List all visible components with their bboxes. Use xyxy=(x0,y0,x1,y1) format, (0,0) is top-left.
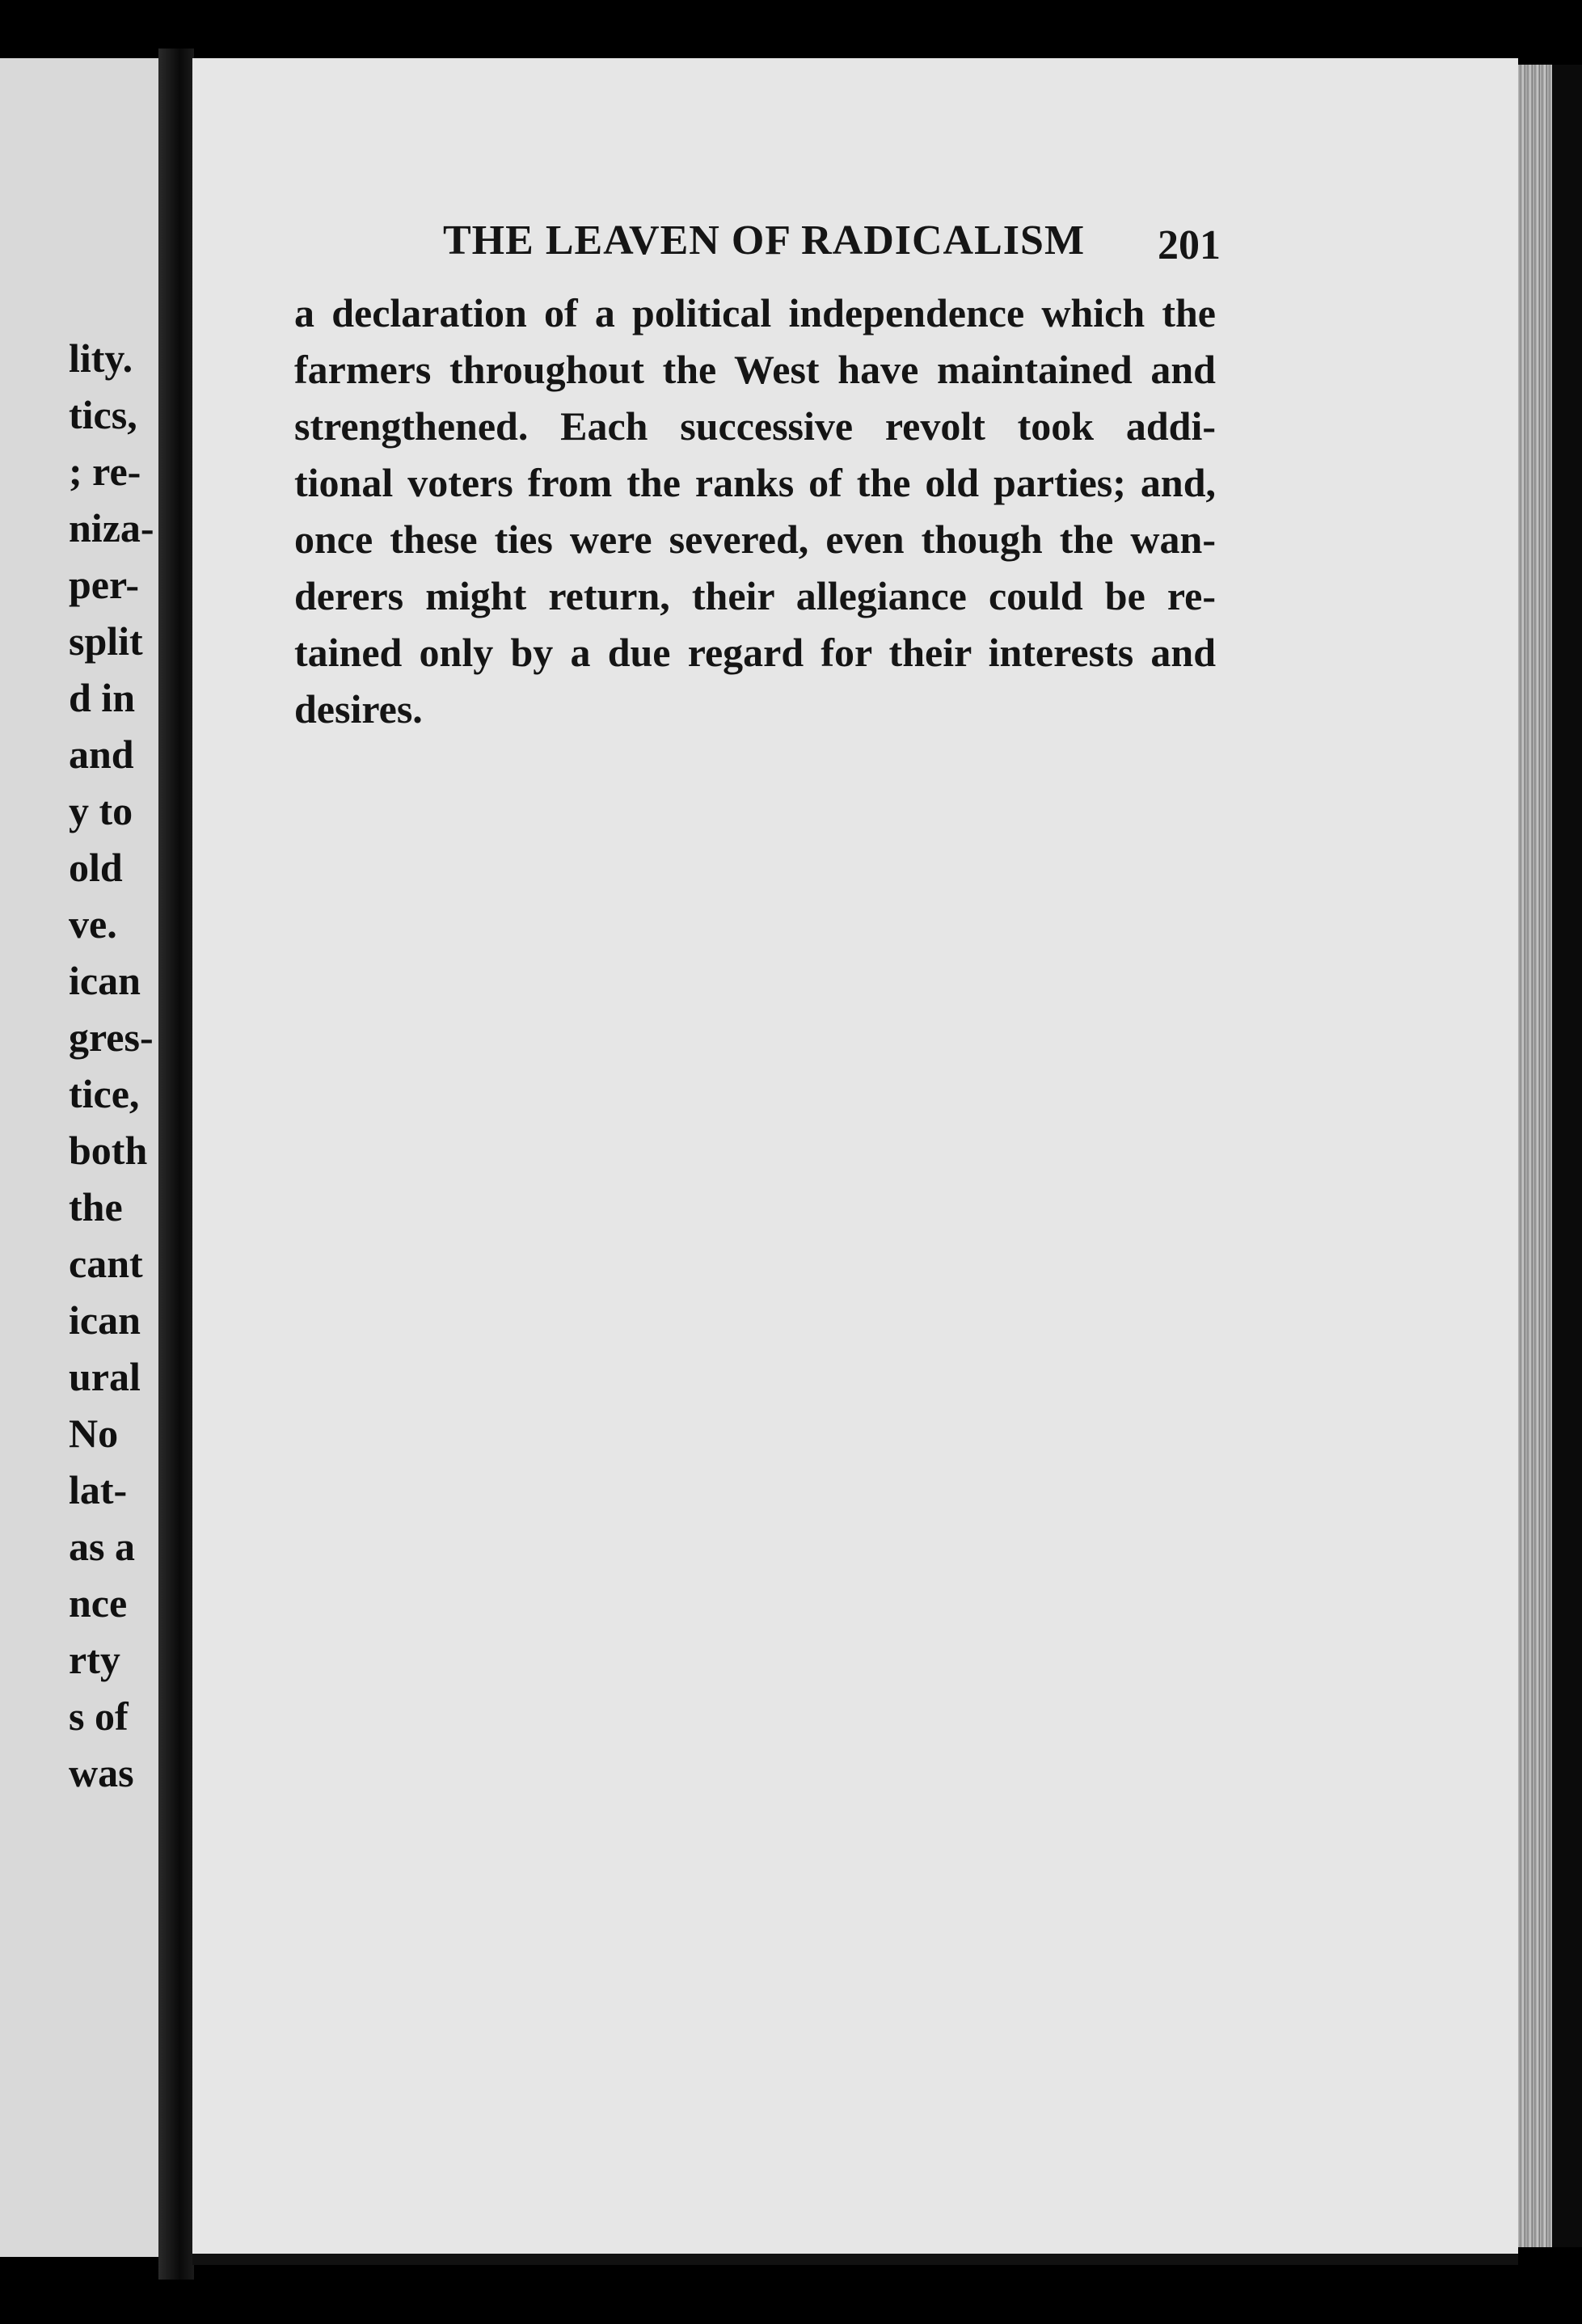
page-edge-shadow xyxy=(1552,65,1582,2247)
text-line: desires. xyxy=(294,686,423,732)
text-line: derers might return, their allegiance could be re- xyxy=(294,573,1216,618)
text-line: farmers throughout the West have maintained and xyxy=(294,347,1216,392)
left-page-line: tics, xyxy=(69,392,137,437)
left-page-line: lity. xyxy=(69,335,133,381)
text-line: a declaration of a political independence which the xyxy=(294,290,1216,335)
page-edges xyxy=(1518,65,1552,2247)
page-body-text xyxy=(294,285,1216,737)
page-number: 201 xyxy=(1158,222,1221,268)
left-page-line: tice, xyxy=(69,1071,140,1116)
left-page-line: lat- xyxy=(69,1467,128,1512)
left-page-line: ve. xyxy=(69,901,117,947)
left-page-line: ural xyxy=(69,1354,141,1399)
left-page-line: old xyxy=(69,845,123,890)
left-page-line: rty xyxy=(69,1637,120,1682)
book-gutter xyxy=(158,49,194,2280)
left-page-line: ican xyxy=(69,958,141,1003)
left-page-line: d in xyxy=(69,675,136,720)
text-line: once these ties were severed, even though the wan- xyxy=(294,517,1216,562)
left-page-line: both xyxy=(69,1128,148,1173)
text-line: tained only by a due regard for their interests and xyxy=(294,630,1216,675)
left-page-line: gres- xyxy=(69,1014,154,1060)
left-page-line: per- xyxy=(69,562,139,607)
left-page-line: nce xyxy=(69,1580,128,1626)
left-page-line: y to xyxy=(69,788,133,833)
left-page-line: split xyxy=(69,618,143,664)
left-page-line: was xyxy=(69,1750,134,1795)
previous-page-strip xyxy=(0,58,158,2257)
text-line: strengthened. Each successive revolt took addi- xyxy=(294,403,1216,449)
left-page-line: niza- xyxy=(69,505,154,550)
left-page-line: s of xyxy=(69,1693,129,1739)
left-page-line: ; re- xyxy=(69,449,141,494)
left-page-line: cant xyxy=(69,1241,143,1286)
left-page-line: as a xyxy=(69,1524,135,1569)
text-line: tional voters from the ranks of the old parties; and, xyxy=(294,460,1216,505)
left-page-line: the xyxy=(69,1184,123,1229)
left-page-line: and xyxy=(69,732,134,777)
running-head: THE LEAVEN OF RADICALISM xyxy=(443,217,1086,264)
left-page-line: No xyxy=(69,1411,119,1456)
left-page-line: ican xyxy=(69,1297,141,1343)
